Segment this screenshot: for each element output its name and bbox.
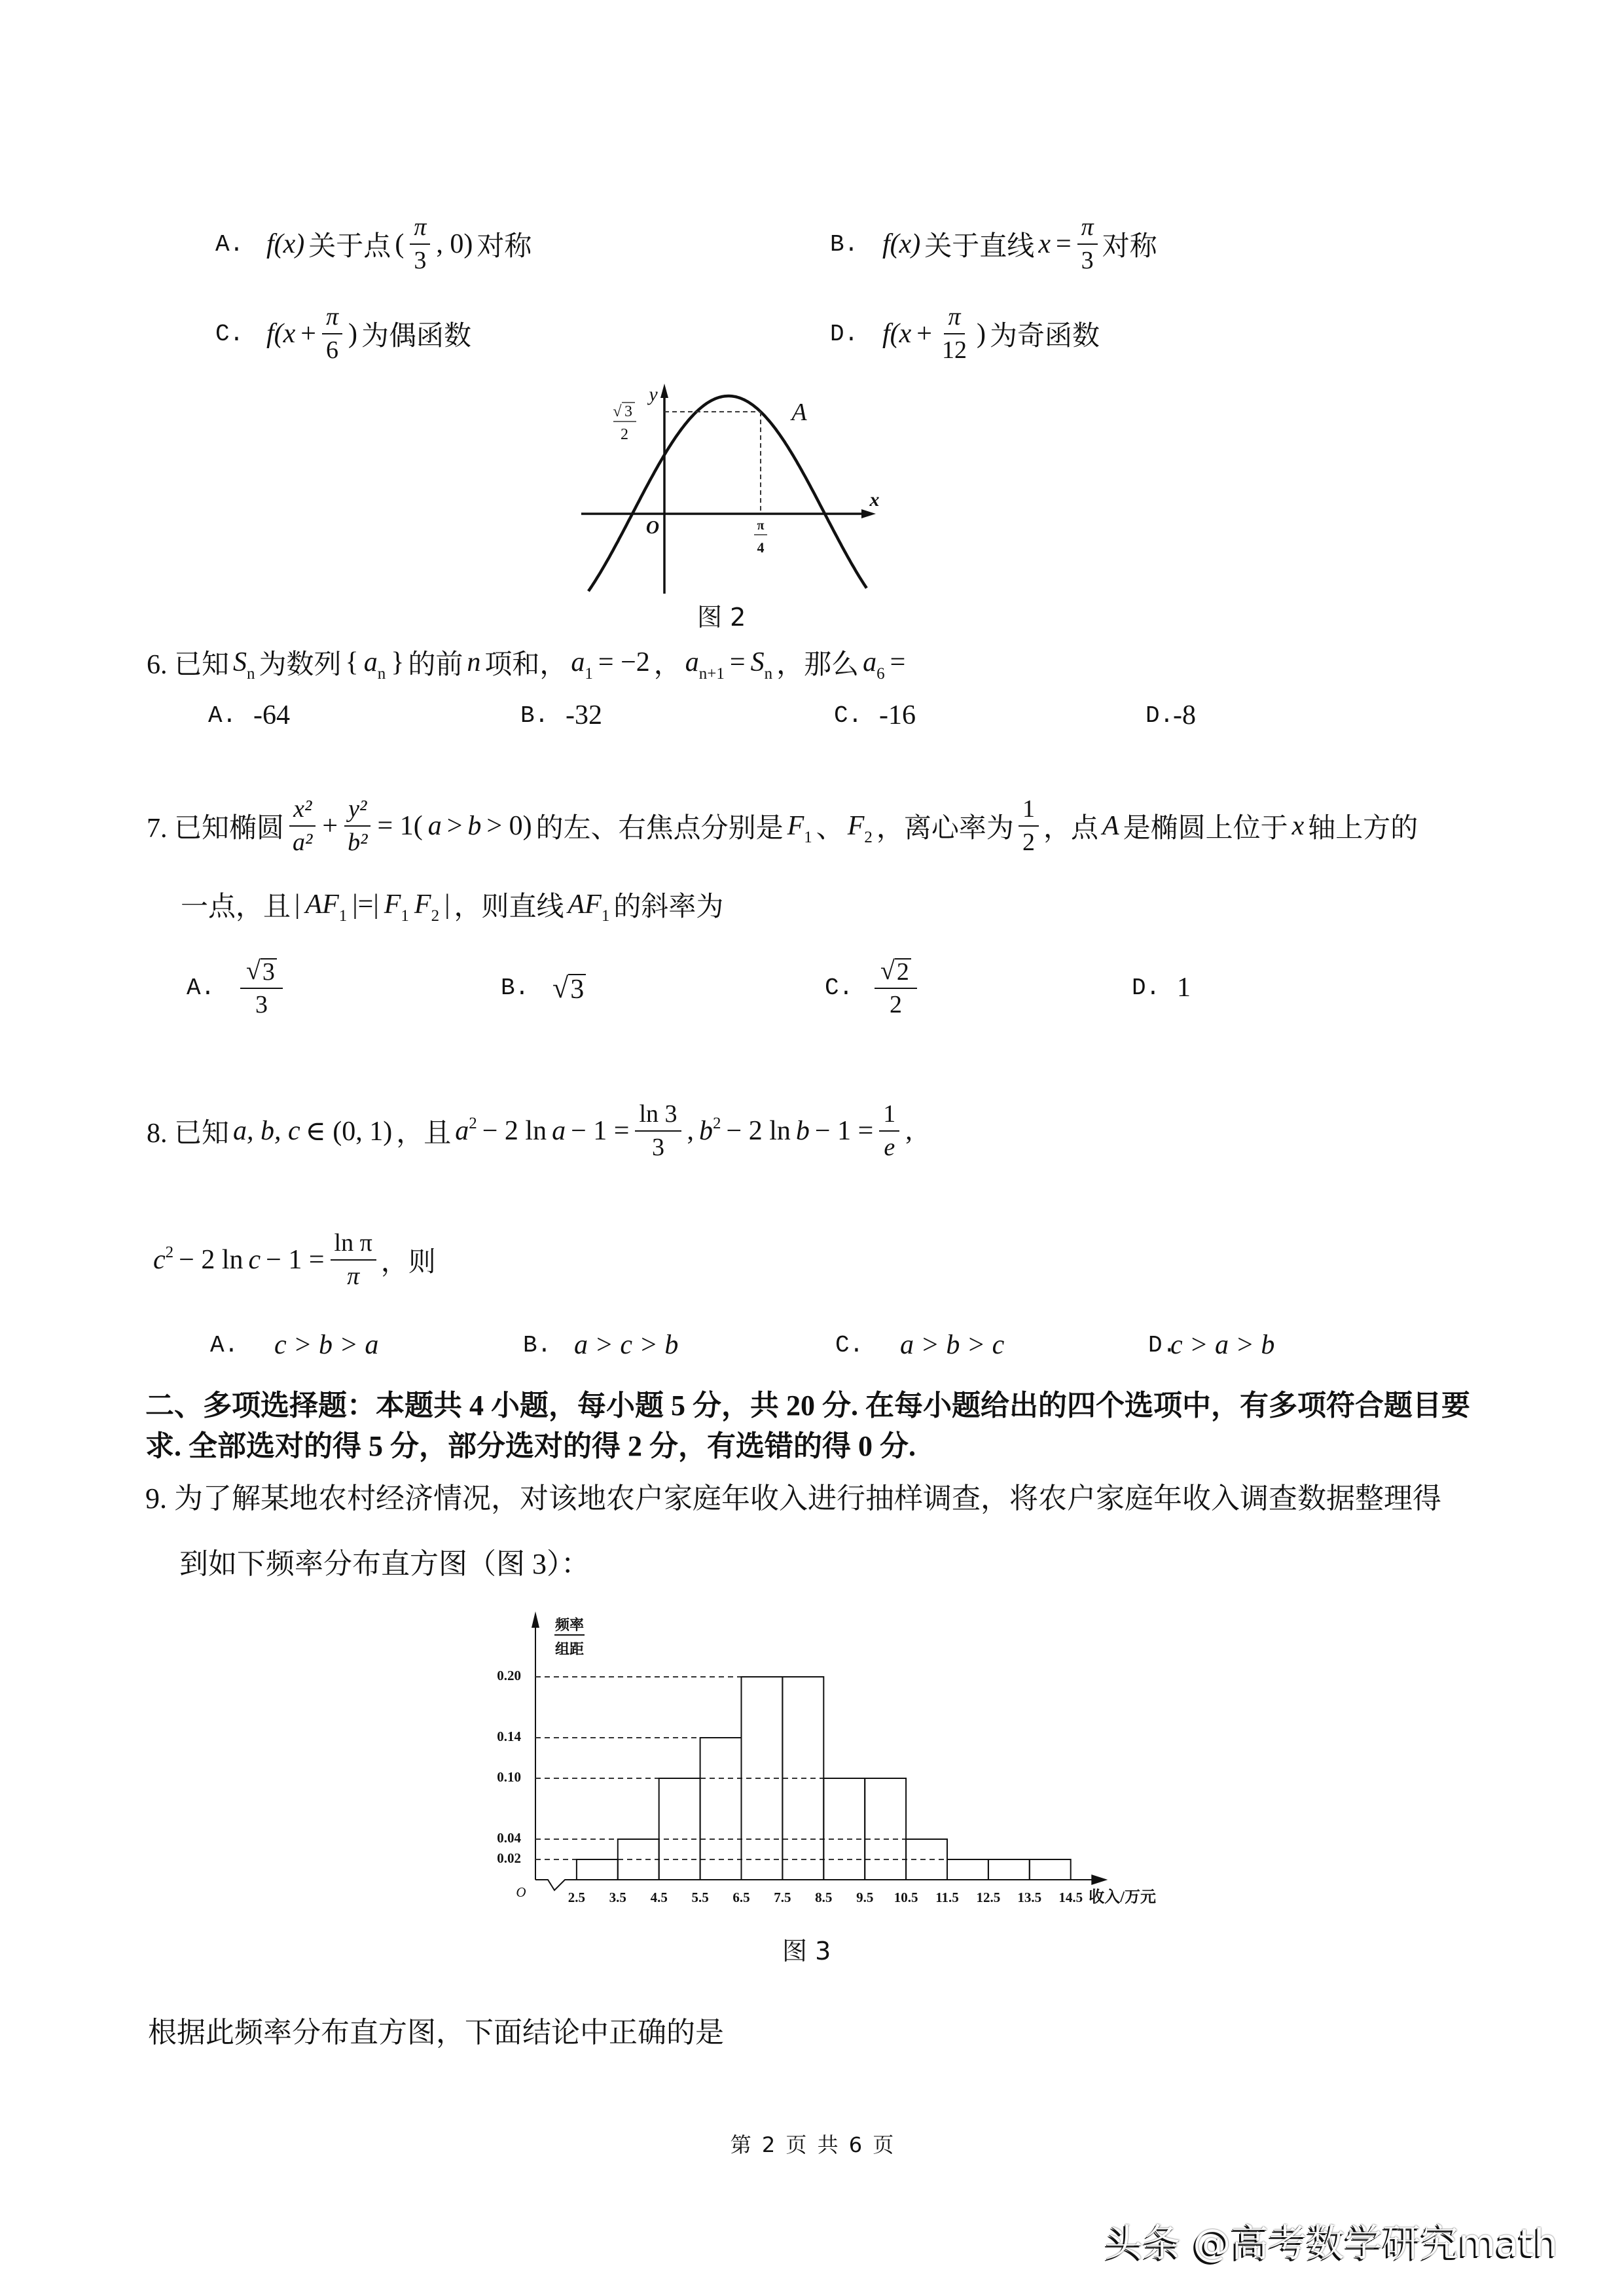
- script-base: a: [455, 1116, 469, 1146]
- text-run: 7. 已知椭圆: [147, 814, 285, 844]
- text-run: 轴上方的: [1308, 814, 1418, 844]
- option-label: C.: [835, 1331, 864, 1359]
- option-content: [272, 1329, 381, 1361]
- math-symbol: }: [391, 647, 405, 677]
- option-label: D.: [1132, 974, 1161, 1001]
- option-label: A.: [187, 974, 215, 1001]
- q6-option-c: [834, 676, 918, 755]
- math-symbol: − 2 ln: [726, 1116, 791, 1146]
- math-variable: a, b, c: [233, 1116, 300, 1146]
- q9-question-prompt: 根据此频率分布直方图，下面结论中正确的是: [148, 2017, 724, 2049]
- section-2-heading-line-1: 二、多项选择题：本题共 4 小题，每小题 5 分，共 20 分. 在每小题给出的四个选项中，有多项符合题目要: [145, 1390, 1470, 1422]
- subscript: 2: [864, 829, 873, 846]
- option-label: B.: [830, 230, 859, 258]
- script-base: c: [153, 1245, 166, 1275]
- fraction-numerator: π: [322, 303, 342, 334]
- fraction: [240, 956, 283, 1018]
- fraction: [1077, 213, 1098, 274]
- figure-2-sine-graph: [576, 380, 903, 602]
- option-content: [237, 956, 286, 1018]
- y-tick-label: 0.20: [497, 1667, 521, 1683]
- math-symbol: -16: [879, 700, 916, 730]
- scripted-variable: [699, 1115, 721, 1147]
- fraction: [635, 1100, 681, 1161]
- fraction-denominator: b²: [348, 829, 368, 856]
- q6-option-d: [1146, 676, 1199, 755]
- x-tick-denominator: 4: [757, 539, 765, 556]
- math-variable: a: [427, 811, 442, 841]
- math-symbol: |: [444, 889, 450, 920]
- option-label: A.: [210, 1331, 239, 1359]
- fraction: [331, 1229, 376, 1290]
- math-variable: f(x: [266, 319, 296, 349]
- math-symbol: {: [345, 647, 359, 677]
- script-base: S: [233, 647, 247, 677]
- subscript: n+1: [698, 665, 725, 683]
- q8-stem-line-1: [145, 1092, 915, 1170]
- page-number-footer: 第 2 页 共 6 页: [730, 2132, 894, 2157]
- math-variable: x: [1291, 811, 1305, 841]
- origin-label: O: [645, 518, 660, 538]
- scripted-variable: [847, 810, 873, 846]
- script-base: F: [787, 811, 804, 841]
- option-label: B.: [523, 1331, 552, 1359]
- fraction: [879, 1100, 899, 1161]
- text-run: 的左、右焦点分别是: [535, 814, 784, 844]
- y-tick-label: 0.10: [497, 1768, 521, 1785]
- math-symbol: (: [395, 229, 405, 259]
- math-symbol: ): [976, 319, 986, 349]
- y-axis-arrow-icon: [532, 1611, 539, 1628]
- fraction: [344, 795, 371, 856]
- text-run: 8. 已知: [147, 1119, 230, 1149]
- script-base: F: [414, 889, 431, 920]
- script-base: b: [699, 1116, 713, 1146]
- x-tick-label: 9.5: [856, 1890, 874, 1905]
- option-content: [897, 1329, 1007, 1361]
- math-variable: A: [1102, 811, 1119, 841]
- watermark: 头条 @高考数学研究math: [1105, 2221, 1558, 2265]
- q7-option-a: [187, 948, 286, 1027]
- math-variable: b: [467, 811, 482, 841]
- text-run: 为奇函数: [989, 321, 1100, 351]
- fraction: [938, 303, 971, 364]
- fraction-denominator: π: [347, 1263, 360, 1290]
- square-root: [880, 956, 911, 986]
- fraction-numerator: 1: [879, 1100, 899, 1132]
- fraction-denominator: a²: [293, 829, 313, 856]
- math-symbol: − 1 =: [266, 1245, 325, 1275]
- subscript: 6: [876, 665, 885, 683]
- option-content: [876, 700, 918, 731]
- option-content: [563, 700, 605, 731]
- y-tick-denominator: 2: [621, 426, 628, 443]
- scripted-variable: [787, 810, 812, 846]
- origin-label: O: [516, 1884, 526, 1900]
- text-run: ，那么: [776, 650, 859, 680]
- x-tick-label: 11.5: [935, 1890, 959, 1905]
- scripted-variable: [233, 647, 255, 683]
- text-run: ，且: [396, 1119, 452, 1149]
- option-label: D.: [1146, 702, 1174, 729]
- math-variable: a > b > c: [900, 1330, 1005, 1360]
- fraction-denominator: 12: [941, 336, 967, 364]
- scripted-variable: [685, 647, 725, 683]
- fraction-denominator: 3: [414, 247, 427, 274]
- scripted-variable: [571, 647, 593, 683]
- figure-3-caption: 图 3: [782, 1937, 831, 1965]
- option-content: [1174, 972, 1193, 1003]
- x-tick-label: 6.5: [732, 1890, 750, 1905]
- q6-option-b: [520, 676, 605, 755]
- histogram-bar: [659, 1778, 700, 1880]
- script-base: AF: [305, 889, 339, 920]
- script-base: F: [847, 811, 865, 841]
- q5-option-c: [215, 295, 473, 373]
- text-run: 为数列: [259, 650, 342, 680]
- option-content: [871, 956, 920, 1018]
- math-symbol: − 1 =: [571, 1116, 630, 1146]
- radical-sign-icon: √: [880, 956, 895, 986]
- option-label: A.: [215, 230, 244, 258]
- superscript: 2: [165, 1244, 174, 1261]
- fraction-denominator: 3: [1081, 247, 1094, 274]
- x-tick-label: 5.5: [691, 1890, 709, 1905]
- histogram-bar: [700, 1738, 742, 1880]
- point-a-label: A: [791, 399, 807, 426]
- q6-option-a: [208, 676, 293, 755]
- text-run: ，离心率为: [876, 814, 1014, 844]
- script-base: a: [571, 647, 585, 677]
- x-tick-numerator: π: [757, 518, 765, 533]
- q7-option-b: [501, 948, 588, 1027]
- script-base: a: [363, 647, 378, 677]
- math-symbol: =: [1055, 229, 1072, 259]
- subscript: 1: [338, 907, 348, 925]
- fraction: [410, 213, 430, 274]
- scripted-variable: [863, 647, 885, 683]
- text-run: 的前: [408, 650, 463, 680]
- math-symbol: +: [322, 811, 338, 841]
- text-run: ，: [653, 650, 681, 680]
- option-content: [264, 303, 473, 364]
- option-content: [1168, 1329, 1277, 1361]
- fraction-numerator: x²: [289, 795, 316, 827]
- fraction-numerator: π: [944, 303, 964, 334]
- sine-curve: [588, 396, 867, 591]
- scripted-variable: [305, 889, 348, 925]
- math-symbol: -8: [1173, 700, 1196, 730]
- option-label: D.: [1148, 1331, 1177, 1359]
- math-variable: b: [795, 1116, 810, 1146]
- subscript: 1: [401, 907, 409, 925]
- q7-option-c: [825, 948, 920, 1027]
- math-symbol: =: [729, 647, 746, 677]
- q8-option-a: [210, 1306, 381, 1384]
- option-label: C.: [834, 702, 863, 729]
- radical-sign-icon: √: [246, 956, 261, 986]
- math-variable: n: [467, 647, 481, 677]
- option-label: A.: [208, 702, 237, 729]
- fraction: [1019, 795, 1039, 856]
- q5-option-d: [830, 295, 1101, 373]
- scripted-variable: [153, 1244, 173, 1276]
- subscript: n: [377, 665, 386, 683]
- option-label: B.: [501, 974, 530, 1001]
- histogram-bar: [577, 1859, 618, 1880]
- fraction-numerator: 1: [1019, 795, 1039, 827]
- fraction-denominator: 3: [652, 1134, 665, 1161]
- q8-option-d: [1148, 1306, 1277, 1384]
- scripted-variable: [455, 1115, 477, 1147]
- option-label: C.: [215, 320, 244, 348]
- x-tick-label: 14.5: [1058, 1890, 1083, 1905]
- script-base: a: [685, 647, 699, 677]
- math-variable: f(x): [266, 229, 305, 259]
- x-tick-label: 4.5: [650, 1890, 668, 1905]
- text-run: 对称: [1102, 232, 1157, 262]
- y-axis-label-numerator: 频率: [554, 1617, 585, 1633]
- histogram-bar: [823, 1778, 865, 1880]
- fraction-denominator: 2: [889, 991, 902, 1019]
- math-variable: c: [248, 1245, 261, 1275]
- text-run: 一点，且: [181, 892, 291, 922]
- text-run: 6. 已知: [147, 650, 230, 680]
- fraction-denominator: 6: [326, 336, 338, 364]
- text-run: 项和，: [484, 650, 568, 680]
- math-symbol: > 0): [486, 811, 532, 841]
- math-symbol: |=|: [352, 889, 379, 920]
- option-content: [251, 700, 293, 731]
- option-content: [571, 1329, 681, 1361]
- fraction-numerator: y²: [344, 795, 370, 827]
- math-symbol: =: [890, 647, 906, 677]
- y-axis-label-denominator: 组距: [554, 1641, 585, 1657]
- math-symbol: ∈ (0, 1): [305, 1117, 393, 1147]
- text-run: 对称: [477, 232, 532, 262]
- radicand: 3: [261, 958, 277, 986]
- x-tick-label: 3.5: [609, 1890, 626, 1905]
- histogram-bar: [988, 1859, 1030, 1880]
- fraction-numerator: π: [410, 213, 430, 245]
- fraction: [875, 956, 917, 1018]
- script-base: AF: [568, 889, 602, 920]
- fraction-numerator: [875, 956, 917, 989]
- q7-stem-line-1: [145, 787, 1419, 865]
- text-run: ，则: [380, 1247, 436, 1278]
- q9-stem-line-2: 到如下频率分布直方图（图 3）：: [179, 1548, 590, 1580]
- scripted-variable: [414, 889, 440, 925]
- text-run: ，点: [1043, 814, 1098, 844]
- scripted-variable: [363, 647, 386, 683]
- fraction-numerator: π: [1077, 213, 1098, 245]
- text-run: 是椭圆上位于: [1123, 814, 1288, 844]
- scripted-variable: [750, 647, 773, 683]
- x-axis-arrow-icon: [861, 509, 876, 518]
- square-root: [246, 956, 277, 986]
- y-axis-arrow-icon: [660, 384, 668, 398]
- subscript: 1: [601, 907, 610, 925]
- q5-option-a: [215, 205, 533, 283]
- histogram-bar: [865, 1778, 906, 1880]
- script-base: S: [750, 647, 765, 677]
- math-symbol: , 0): [436, 229, 473, 259]
- radicand: 2: [895, 958, 911, 986]
- q5-option-b: [830, 205, 1159, 283]
- subscript: n: [247, 665, 255, 683]
- histogram-bar: [1030, 1859, 1071, 1880]
- script-base: F: [384, 889, 401, 920]
- fraction-numerator: [240, 956, 283, 989]
- subscript: 1: [804, 829, 812, 846]
- fraction: [289, 795, 316, 856]
- y-tick-label: 0.14: [497, 1728, 521, 1744]
- text-run: 的斜率为: [613, 892, 724, 922]
- x-tick-label: 7.5: [774, 1890, 791, 1905]
- text-run: 关于直线: [924, 232, 1035, 262]
- q8-option-c: [835, 1306, 1007, 1384]
- option-label: D.: [830, 320, 859, 348]
- radical-sign-icon: √: [552, 971, 569, 1004]
- math-variable: a: [552, 1116, 566, 1146]
- math-symbol: 1: [1177, 973, 1191, 1003]
- fraction-numerator: ln 3: [635, 1100, 681, 1132]
- x-axis-label: x: [869, 489, 880, 511]
- math-symbol: |: [295, 889, 300, 920]
- x-axis-arrow-icon: [1091, 1874, 1108, 1885]
- x-tick-label: 10.5: [893, 1890, 918, 1905]
- option-content: [1170, 700, 1199, 731]
- fraction-denominator: 3: [255, 991, 268, 1019]
- math-symbol: ,: [687, 1116, 695, 1146]
- q7-stem-line-2: [179, 865, 725, 944]
- math-symbol: ,: [905, 1116, 912, 1146]
- x-tick-label: 13.5: [1017, 1890, 1042, 1905]
- q7-option-d: [1132, 948, 1193, 1027]
- x-tick-label: 12.5: [976, 1890, 1001, 1905]
- y-tick-numerator: 3: [624, 403, 632, 420]
- x-axis-with-break: [535, 1880, 1093, 1890]
- fraction: [322, 303, 342, 364]
- text-run: 关于点: [308, 232, 391, 262]
- scripted-variable: [568, 889, 610, 925]
- fraction-numerator: ln π: [331, 1229, 376, 1261]
- y-tick-label: 0.02: [497, 1850, 521, 1866]
- math-symbol: − 2 ln: [482, 1116, 547, 1146]
- math-symbol: -64: [253, 700, 290, 730]
- script-base: a: [863, 647, 877, 677]
- section-2-heading-line-2: 求. 全部选对的得 5 分，部分选对的得 2 分，有选错的得 0 分.: [145, 1430, 916, 1462]
- square-root: [552, 971, 586, 1005]
- option-label: C.: [825, 974, 854, 1001]
- x-axis-label: 收入/万元: [1089, 1889, 1156, 1906]
- option-label: B.: [520, 702, 549, 729]
- x-tick-label: 2.5: [568, 1890, 586, 1905]
- math-symbol: ): [348, 319, 358, 349]
- option-content: [880, 303, 1101, 364]
- radicand: 3: [568, 974, 586, 1004]
- math-symbol: − 2 ln: [179, 1245, 244, 1275]
- scripted-variable: [384, 889, 409, 925]
- subscript: n: [764, 665, 773, 683]
- math-symbol: +: [916, 319, 932, 349]
- subscript: 2: [431, 907, 440, 925]
- fraction-denominator: e: [884, 1134, 895, 1161]
- text-run: 、: [816, 814, 844, 844]
- y-tick-label: 0.04: [497, 1829, 521, 1846]
- histogram-bar: [947, 1859, 988, 1880]
- superscript: 2: [469, 1115, 477, 1132]
- math-symbol: -32: [566, 700, 602, 730]
- math-symbol: +: [300, 319, 316, 349]
- option-content: [264, 213, 533, 274]
- text-run: ，则直线: [454, 892, 564, 922]
- q9-stem-line-1: 9. 为了解某地农村经济情况，对该地农户家庭年收入进行抽样调查，将农户家庭年收入调查数据整理得: [145, 1482, 1441, 1515]
- radical-sign-icon: √: [613, 403, 622, 420]
- math-symbol: >: [446, 811, 463, 841]
- q8-stem-line-2: [151, 1221, 437, 1299]
- math-symbol: = −2: [598, 647, 650, 677]
- figure-2-caption: 图 2: [697, 603, 746, 632]
- fraction-denominator: 2: [1022, 829, 1035, 856]
- math-symbol: = 1(: [377, 811, 423, 841]
- figure-3-histogram: [484, 1597, 1165, 1924]
- x-tick-label: 8.5: [815, 1890, 833, 1905]
- q8-option-b: [523, 1306, 681, 1384]
- math-variable: c > b > a: [274, 1330, 379, 1360]
- y-axis-label: y: [649, 384, 658, 405]
- math-variable: f(x: [882, 319, 912, 349]
- option-content: [880, 213, 1159, 274]
- option-content: [550, 971, 588, 1005]
- math-variable: c > a > b: [1170, 1330, 1275, 1360]
- subscript: 1: [585, 665, 593, 683]
- math-variable: a > c > b: [574, 1330, 679, 1360]
- math-variable: x: [1038, 229, 1051, 259]
- math-symbol: − 1 =: [814, 1116, 874, 1146]
- math-variable: f(x): [882, 229, 921, 259]
- text-run: 为偶函数: [361, 321, 472, 351]
- superscript: 2: [713, 1115, 721, 1132]
